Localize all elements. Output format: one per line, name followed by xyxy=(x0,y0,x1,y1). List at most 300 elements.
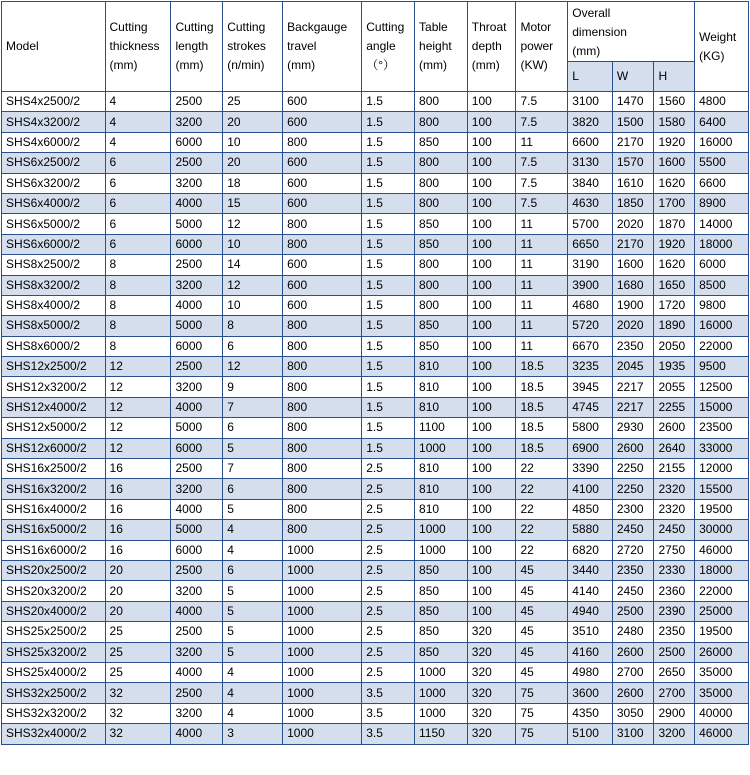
cell-cutting-length: 4000 xyxy=(171,601,223,621)
cell-motor-power: 11 xyxy=(516,336,568,356)
cell-table-height: 800 xyxy=(415,193,468,213)
cell-cutting-thickness: 6 xyxy=(105,153,171,173)
cell-cutting-thickness: 16 xyxy=(105,479,171,499)
cell-cutting-length: 3200 xyxy=(171,703,223,723)
cell-dimension-l: 4980 xyxy=(568,662,613,682)
cell-cutting-thickness: 12 xyxy=(105,397,171,417)
cell-dimension-w: 2020 xyxy=(612,214,654,234)
table-row xyxy=(2,724,749,744)
cell-cutting-length: 3200 xyxy=(171,173,223,193)
cell-table-height: 1000 xyxy=(415,520,468,540)
table-row xyxy=(2,92,749,112)
cell-cutting-angle: 1.5 xyxy=(362,234,415,254)
cell-weight: 46000 xyxy=(695,540,749,560)
cell-cutting-angle: 1.5 xyxy=(362,438,415,458)
cell-cutting-strokes: 25 xyxy=(223,92,283,112)
cell-table-height: 810 xyxy=(415,357,468,377)
cell-throat-depth: 100 xyxy=(467,459,516,479)
cell-cutting-angle: 1.5 xyxy=(362,418,415,438)
table-row xyxy=(2,683,749,703)
cell-model: SHS16x3200/2 xyxy=(2,479,106,499)
cell-cutting-angle: 1.5 xyxy=(362,112,415,132)
cell-dimension-l: 5800 xyxy=(568,418,613,438)
cell-dimension-l: 5720 xyxy=(568,316,613,336)
table-row xyxy=(2,622,749,642)
cell-cutting-thickness: 8 xyxy=(105,275,171,295)
cell-cutting-strokes: 6 xyxy=(223,479,283,499)
cell-dimension-h: 2320 xyxy=(654,479,695,499)
cell-dimension-w: 2600 xyxy=(612,438,654,458)
cell-throat-depth: 100 xyxy=(467,193,516,213)
cell-cutting-length: 3200 xyxy=(171,642,223,662)
cell-model: SHS6x5000/2 xyxy=(2,214,106,234)
header-cutting-thickness: Cutting thickness (mm) xyxy=(105,2,171,92)
cell-cutting-angle: 2.5 xyxy=(362,520,415,540)
cell-dimension-h: 2640 xyxy=(654,438,695,458)
cell-cutting-strokes: 4 xyxy=(223,662,283,682)
cell-table-height: 850 xyxy=(415,581,468,601)
cell-dimension-l: 3390 xyxy=(568,459,613,479)
table-row xyxy=(2,234,749,254)
table-row xyxy=(2,438,749,458)
cell-weight: 6400 xyxy=(695,112,749,132)
cell-throat-depth: 100 xyxy=(467,601,516,621)
cell-table-height: 810 xyxy=(415,377,468,397)
cell-throat-depth: 100 xyxy=(467,92,516,112)
cell-throat-depth: 100 xyxy=(467,479,516,499)
cell-dimension-w: 2500 xyxy=(612,601,654,621)
cell-dimension-w: 2720 xyxy=(612,540,654,560)
cell-cutting-strokes: 10 xyxy=(223,132,283,152)
cell-dimension-w: 2170 xyxy=(612,234,654,254)
cell-cutting-thickness: 4 xyxy=(105,112,171,132)
cell-dimension-h: 1720 xyxy=(654,295,695,315)
cell-cutting-angle: 3.5 xyxy=(362,703,415,723)
cell-throat-depth: 100 xyxy=(467,520,516,540)
table-row xyxy=(2,560,749,580)
cell-throat-depth: 100 xyxy=(467,275,516,295)
cell-cutting-length: 2500 xyxy=(171,92,223,112)
cell-cutting-length: 6000 xyxy=(171,336,223,356)
cell-dimension-l: 6820 xyxy=(568,540,613,560)
cell-cutting-length: 5000 xyxy=(171,214,223,234)
table-row xyxy=(2,193,749,213)
cell-model: SHS6x3200/2 xyxy=(2,173,106,193)
cell-table-height: 850 xyxy=(415,622,468,642)
cell-dimension-h: 2055 xyxy=(654,377,695,397)
header-backgauge-travel: Backgauge travel (mm) xyxy=(283,2,362,92)
cell-backgauge-travel: 800 xyxy=(283,520,362,540)
cell-motor-power: 22 xyxy=(516,479,568,499)
cell-dimension-w: 2450 xyxy=(612,581,654,601)
cell-cutting-length: 2500 xyxy=(171,153,223,173)
header-table-height: Table height (mm) xyxy=(415,2,468,92)
cell-cutting-strokes: 6 xyxy=(223,560,283,580)
cell-cutting-length: 2500 xyxy=(171,560,223,580)
cell-cutting-angle: 1.5 xyxy=(362,173,415,193)
cell-dimension-h: 1920 xyxy=(654,234,695,254)
cell-dimension-l: 4680 xyxy=(568,295,613,315)
cell-model: SHS20x3200/2 xyxy=(2,581,106,601)
cell-dimension-h: 2050 xyxy=(654,336,695,356)
cell-weight: 16000 xyxy=(695,132,749,152)
cell-model: SHS12x5000/2 xyxy=(2,418,106,438)
cell-cutting-thickness: 4 xyxy=(105,92,171,112)
cell-cutting-thickness: 25 xyxy=(105,662,171,682)
cell-model: SHS32x2500/2 xyxy=(2,683,106,703)
cell-weight: 15500 xyxy=(695,479,749,499)
cell-cutting-strokes: 4 xyxy=(223,520,283,540)
cell-model: SHS16x6000/2 xyxy=(2,540,106,560)
cell-weight: 12500 xyxy=(695,377,749,397)
header-weight: Weight (KG) xyxy=(695,2,749,92)
cell-cutting-strokes: 10 xyxy=(223,295,283,315)
cell-weight: 26000 xyxy=(695,642,749,662)
cell-cutting-thickness: 6 xyxy=(105,214,171,234)
cell-throat-depth: 320 xyxy=(467,642,516,662)
cell-backgauge-travel: 800 xyxy=(283,316,362,336)
cell-cutting-angle: 1.5 xyxy=(362,214,415,234)
table-row xyxy=(2,255,749,275)
table-row xyxy=(2,295,749,315)
cell-motor-power: 7.5 xyxy=(516,153,568,173)
cell-dimension-w: 1680 xyxy=(612,275,654,295)
cell-weight: 6000 xyxy=(695,255,749,275)
cell-dimension-h: 2700 xyxy=(654,683,695,703)
cell-motor-power: 45 xyxy=(516,662,568,682)
cell-backgauge-travel: 1000 xyxy=(283,601,362,621)
cell-table-height: 800 xyxy=(415,275,468,295)
cell-cutting-strokes: 5 xyxy=(223,499,283,519)
table-row xyxy=(2,357,749,377)
cell-weight: 23500 xyxy=(695,418,749,438)
cell-model: SHS4x2500/2 xyxy=(2,92,106,112)
cell-cutting-angle: 2.5 xyxy=(362,642,415,662)
cell-cutting-thickness: 6 xyxy=(105,173,171,193)
cell-dimension-l: 3900 xyxy=(568,275,613,295)
cell-table-height: 800 xyxy=(415,255,468,275)
cell-motor-power: 18.5 xyxy=(516,418,568,438)
cell-throat-depth: 100 xyxy=(467,499,516,519)
cell-cutting-angle: 1.5 xyxy=(362,92,415,112)
cell-cutting-length: 3200 xyxy=(171,275,223,295)
cell-table-height: 1100 xyxy=(415,418,468,438)
cell-table-height: 800 xyxy=(415,112,468,132)
cell-cutting-thickness: 16 xyxy=(105,540,171,560)
cell-cutting-thickness: 8 xyxy=(105,336,171,356)
cell-dimension-w: 2600 xyxy=(612,642,654,662)
cell-weight: 33000 xyxy=(695,438,749,458)
cell-dimension-w: 2480 xyxy=(612,622,654,642)
header-cutting-length: Cutting length (mm) xyxy=(171,2,223,92)
table-row xyxy=(2,499,749,519)
cell-throat-depth: 320 xyxy=(467,724,516,744)
cell-backgauge-travel: 800 xyxy=(283,438,362,458)
cell-cutting-length: 2500 xyxy=(171,683,223,703)
cell-table-height: 850 xyxy=(415,316,468,336)
cell-weight: 16000 xyxy=(695,316,749,336)
cell-backgauge-travel: 800 xyxy=(283,234,362,254)
cell-motor-power: 11 xyxy=(516,132,568,152)
cell-cutting-angle: 1.5 xyxy=(362,193,415,213)
cell-cutting-thickness: 12 xyxy=(105,357,171,377)
cell-table-height: 850 xyxy=(415,234,468,254)
cell-throat-depth: 100 xyxy=(467,316,516,336)
cell-cutting-length: 3200 xyxy=(171,479,223,499)
cell-model: SHS8x5000/2 xyxy=(2,316,106,336)
cell-dimension-l: 6670 xyxy=(568,336,613,356)
cell-motor-power: 11 xyxy=(516,295,568,315)
cell-dimension-h: 1620 xyxy=(654,255,695,275)
cell-backgauge-travel: 600 xyxy=(283,112,362,132)
cell-throat-depth: 100 xyxy=(467,560,516,580)
cell-backgauge-travel: 800 xyxy=(283,214,362,234)
cell-weight: 19500 xyxy=(695,499,749,519)
cell-weight: 22000 xyxy=(695,581,749,601)
cell-dimension-l: 3100 xyxy=(568,92,613,112)
cell-cutting-angle: 1.5 xyxy=(362,397,415,417)
cell-table-height: 1000 xyxy=(415,683,468,703)
cell-cutting-angle: 1.5 xyxy=(362,377,415,397)
cell-cutting-strokes: 14 xyxy=(223,255,283,275)
cell-dimension-l: 6900 xyxy=(568,438,613,458)
cell-motor-power: 11 xyxy=(516,234,568,254)
table-row xyxy=(2,581,749,601)
cell-dimension-w: 2020 xyxy=(612,316,654,336)
cell-dimension-l: 3820 xyxy=(568,112,613,132)
cell-cutting-angle: 1.5 xyxy=(362,255,415,275)
cell-table-height: 1000 xyxy=(415,438,468,458)
cell-weight: 9800 xyxy=(695,295,749,315)
cell-model: SHS25x2500/2 xyxy=(2,622,106,642)
cell-weight: 8500 xyxy=(695,275,749,295)
cell-throat-depth: 320 xyxy=(467,703,516,723)
cell-cutting-strokes: 5 xyxy=(223,642,283,662)
cell-cutting-strokes: 4 xyxy=(223,703,283,723)
cell-model: SHS12x2500/2 xyxy=(2,357,106,377)
cell-cutting-thickness: 16 xyxy=(105,459,171,479)
cell-cutting-angle: 2.5 xyxy=(362,622,415,642)
cell-backgauge-travel: 600 xyxy=(283,193,362,213)
cell-cutting-strokes: 12 xyxy=(223,275,283,295)
cell-backgauge-travel: 1000 xyxy=(283,724,362,744)
cell-dimension-l: 5880 xyxy=(568,520,613,540)
cell-backgauge-travel: 1000 xyxy=(283,683,362,703)
cell-backgauge-travel: 1000 xyxy=(283,703,362,723)
cell-cutting-length: 6000 xyxy=(171,540,223,560)
cell-cutting-strokes: 10 xyxy=(223,234,283,254)
cell-dimension-w: 2250 xyxy=(612,479,654,499)
cell-backgauge-travel: 800 xyxy=(283,459,362,479)
cell-dimension-h: 1580 xyxy=(654,112,695,132)
cell-cutting-length: 4000 xyxy=(171,397,223,417)
cell-cutting-thickness: 16 xyxy=(105,499,171,519)
cell-motor-power: 22 xyxy=(516,520,568,540)
cell-weight: 30000 xyxy=(695,520,749,540)
cell-cutting-length: 4000 xyxy=(171,295,223,315)
cell-dimension-h: 2600 xyxy=(654,418,695,438)
cell-table-height: 800 xyxy=(415,173,468,193)
cell-dimension-h: 2650 xyxy=(654,662,695,682)
cell-weight: 35000 xyxy=(695,683,749,703)
table-row xyxy=(2,214,749,234)
cell-dimension-h: 1890 xyxy=(654,316,695,336)
cell-cutting-thickness: 20 xyxy=(105,560,171,580)
table-body xyxy=(2,92,749,745)
cell-motor-power: 22 xyxy=(516,540,568,560)
cell-table-height: 1000 xyxy=(415,662,468,682)
cell-cutting-angle: 2.5 xyxy=(362,601,415,621)
cell-dimension-w: 1610 xyxy=(612,173,654,193)
cell-cutting-length: 3200 xyxy=(171,112,223,132)
cell-dimension-w: 1600 xyxy=(612,255,654,275)
cell-model: SHS32x4000/2 xyxy=(2,724,106,744)
table-row xyxy=(2,703,749,723)
cell-throat-depth: 100 xyxy=(467,214,516,234)
cell-motor-power: 7.5 xyxy=(516,92,568,112)
table-row xyxy=(2,336,749,356)
cell-dimension-h: 2900 xyxy=(654,703,695,723)
table-row xyxy=(2,316,749,336)
cell-cutting-thickness: 20 xyxy=(105,581,171,601)
cell-table-height: 850 xyxy=(415,642,468,662)
cell-dimension-l: 3440 xyxy=(568,560,613,580)
cell-motor-power: 18.5 xyxy=(516,397,568,417)
cell-cutting-strokes: 18 xyxy=(223,173,283,193)
cell-cutting-length: 5000 xyxy=(171,520,223,540)
cell-cutting-angle: 3.5 xyxy=(362,724,415,744)
cell-cutting-thickness: 6 xyxy=(105,193,171,213)
cell-dimension-h: 2360 xyxy=(654,581,695,601)
cell-throat-depth: 100 xyxy=(467,255,516,275)
cell-dimension-l: 4630 xyxy=(568,193,613,213)
cell-dimension-l: 6650 xyxy=(568,234,613,254)
cell-dimension-w: 2300 xyxy=(612,499,654,519)
cell-dimension-l: 3945 xyxy=(568,377,613,397)
cell-cutting-angle: 1.5 xyxy=(362,132,415,152)
cell-dimension-h: 2155 xyxy=(654,459,695,479)
cell-dimension-w: 2170 xyxy=(612,132,654,152)
cell-dimension-l: 4140 xyxy=(568,581,613,601)
cell-dimension-h: 2320 xyxy=(654,499,695,519)
cell-dimension-l: 4940 xyxy=(568,601,613,621)
cell-dimension-h: 2450 xyxy=(654,520,695,540)
cell-backgauge-travel: 800 xyxy=(283,479,362,499)
cell-dimension-h: 1560 xyxy=(654,92,695,112)
cell-cutting-length: 6000 xyxy=(171,438,223,458)
cell-model: SHS6x4000/2 xyxy=(2,193,106,213)
cell-model: SHS32x3200/2 xyxy=(2,703,106,723)
cell-motor-power: 45 xyxy=(516,601,568,621)
cell-backgauge-travel: 1000 xyxy=(283,662,362,682)
cell-cutting-strokes: 9 xyxy=(223,377,283,397)
cell-dimension-w: 2930 xyxy=(612,418,654,438)
cell-throat-depth: 100 xyxy=(467,132,516,152)
cell-throat-depth: 100 xyxy=(467,153,516,173)
table-row xyxy=(2,397,749,417)
cell-throat-depth: 100 xyxy=(467,295,516,315)
cell-weight: 4800 xyxy=(695,92,749,112)
cell-model: SHS6x2500/2 xyxy=(2,153,106,173)
cell-model: SHS12x6000/2 xyxy=(2,438,106,458)
cell-table-height: 810 xyxy=(415,499,468,519)
cell-backgauge-travel: 1000 xyxy=(283,581,362,601)
cell-cutting-length: 2500 xyxy=(171,357,223,377)
cell-backgauge-travel: 1000 xyxy=(283,540,362,560)
cell-dimension-w: 2350 xyxy=(612,560,654,580)
cell-model: SHS4x3200/2 xyxy=(2,112,106,132)
cell-dimension-l: 3600 xyxy=(568,683,613,703)
cell-dimension-l: 3130 xyxy=(568,153,613,173)
cell-dimension-w: 1500 xyxy=(612,112,654,132)
cell-dimension-w: 2450 xyxy=(612,520,654,540)
cell-dimension-h: 1920 xyxy=(654,132,695,152)
cell-dimension-h: 2350 xyxy=(654,622,695,642)
cell-dimension-l: 3840 xyxy=(568,173,613,193)
cell-cutting-angle: 3.5 xyxy=(362,683,415,703)
cell-cutting-strokes: 6 xyxy=(223,418,283,438)
cell-model: SHS8x4000/2 xyxy=(2,295,106,315)
cell-cutting-angle: 2.5 xyxy=(362,479,415,499)
cell-model: SHS20x2500/2 xyxy=(2,560,106,580)
cell-motor-power: 11 xyxy=(516,214,568,234)
cell-throat-depth: 320 xyxy=(467,683,516,703)
cell-throat-depth: 100 xyxy=(467,336,516,356)
header-dimension-l: L xyxy=(568,62,613,92)
cell-cutting-thickness: 8 xyxy=(105,316,171,336)
cell-weight: 40000 xyxy=(695,703,749,723)
cell-dimension-l: 4850 xyxy=(568,499,613,519)
cell-model: SHS4x6000/2 xyxy=(2,132,106,152)
cell-dimension-h: 1700 xyxy=(654,193,695,213)
cell-dimension-w: 2045 xyxy=(612,357,654,377)
cell-model: SHS12x3200/2 xyxy=(2,377,106,397)
cell-motor-power: 11 xyxy=(516,316,568,336)
cell-cutting-angle: 2.5 xyxy=(362,662,415,682)
cell-cutting-length: 2500 xyxy=(171,459,223,479)
cell-dimension-l: 3235 xyxy=(568,357,613,377)
cell-backgauge-travel: 800 xyxy=(283,499,362,519)
cell-table-height: 1000 xyxy=(415,703,468,723)
cell-backgauge-travel: 600 xyxy=(283,295,362,315)
cell-dimension-w: 2700 xyxy=(612,662,654,682)
cell-motor-power: 75 xyxy=(516,703,568,723)
cell-weight: 25000 xyxy=(695,601,749,621)
cell-cutting-strokes: 5 xyxy=(223,438,283,458)
cell-cutting-strokes: 5 xyxy=(223,601,283,621)
cell-weight: 15000 xyxy=(695,397,749,417)
header-model: Model xyxy=(2,2,106,92)
cell-cutting-angle: 2.5 xyxy=(362,540,415,560)
cell-cutting-strokes: 12 xyxy=(223,357,283,377)
cell-cutting-strokes: 7 xyxy=(223,397,283,417)
header-dimension-h: H xyxy=(654,62,695,92)
table-row xyxy=(2,479,749,499)
cell-dimension-h: 2255 xyxy=(654,397,695,417)
table-row xyxy=(2,662,749,682)
cell-cutting-angle: 2.5 xyxy=(362,581,415,601)
cell-model: SHS25x4000/2 xyxy=(2,662,106,682)
cell-model: SHS8x6000/2 xyxy=(2,336,106,356)
cell-table-height: 850 xyxy=(415,601,468,621)
cell-dimension-h: 2330 xyxy=(654,560,695,580)
cell-cutting-thickness: 4 xyxy=(105,132,171,152)
cell-dimension-l: 3190 xyxy=(568,255,613,275)
table-row xyxy=(2,418,749,438)
cell-dimension-h: 1870 xyxy=(654,214,695,234)
cell-dimension-h: 1620 xyxy=(654,173,695,193)
cell-dimension-w: 2217 xyxy=(612,397,654,417)
